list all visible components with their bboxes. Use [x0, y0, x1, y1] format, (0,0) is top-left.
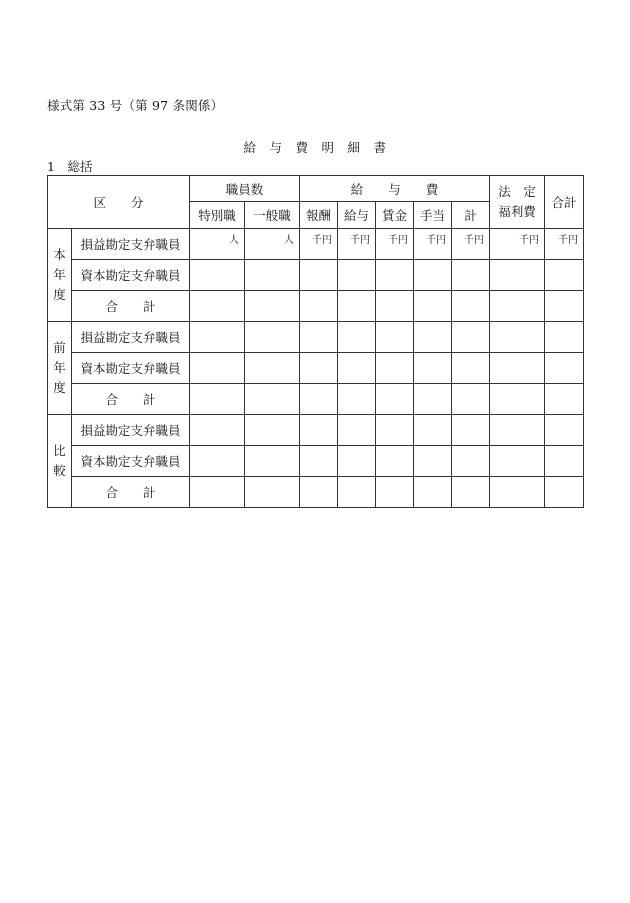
empty-cell	[245, 477, 300, 508]
empty-cell	[190, 260, 245, 291]
empty-cell	[452, 446, 490, 477]
empty-cell	[245, 260, 300, 291]
empty-cell	[190, 322, 245, 353]
empty-cell	[490, 477, 545, 508]
remuneration-header: 報酬	[300, 202, 338, 229]
empty-cell	[376, 260, 414, 291]
empty-cell	[545, 291, 584, 322]
empty-cell	[490, 291, 545, 322]
unit-label: 千円	[376, 229, 414, 260]
empty-cell	[545, 322, 584, 353]
statutory-welfare-header-line2: 福利費	[498, 204, 536, 219]
section-heading: 1 総括	[47, 159, 93, 174]
unit-label: 千円	[452, 229, 490, 260]
empty-cell	[452, 384, 490, 415]
empty-cell	[338, 415, 376, 446]
table-row	[48, 353, 584, 384]
empty-cell	[490, 384, 545, 415]
empty-cell	[245, 291, 300, 322]
unit-label: 千円	[338, 229, 376, 260]
empty-cell	[190, 384, 245, 415]
empty-cell	[300, 384, 338, 415]
table-row	[48, 229, 584, 260]
general-staff-header: 一般職	[245, 202, 300, 229]
table-row	[48, 291, 584, 322]
allowance-header: 手当	[414, 202, 452, 229]
form-number: 様式第 33 号（第 97 条関係）	[47, 98, 224, 113]
empty-cell	[490, 415, 545, 446]
row-label: 損益勘定支弁職員	[72, 229, 190, 260]
empty-cell	[376, 477, 414, 508]
empty-cell	[190, 353, 245, 384]
empty-cell	[414, 415, 452, 446]
period-label-char: 年	[53, 360, 66, 375]
empty-cell	[190, 415, 245, 446]
empty-cell	[376, 384, 414, 415]
empty-cell	[452, 291, 490, 322]
table-row	[48, 384, 584, 415]
period-label-char: 前	[53, 340, 66, 355]
special-staff-header: 特別職	[190, 202, 245, 229]
empty-cell	[245, 384, 300, 415]
empty-cell	[245, 415, 300, 446]
empty-cell	[545, 477, 584, 508]
empty-cell	[376, 446, 414, 477]
empty-cell	[490, 353, 545, 384]
empty-cell	[545, 446, 584, 477]
salary-header: 給与	[338, 202, 376, 229]
row-label: 合 計	[72, 477, 190, 508]
empty-cell	[414, 353, 452, 384]
empty-cell	[490, 322, 545, 353]
empty-cell	[452, 353, 490, 384]
row-label: 合 計	[72, 384, 190, 415]
row-label: 損益勘定支弁職員	[72, 415, 190, 446]
header-row-1	[48, 176, 584, 202]
empty-cell	[190, 291, 245, 322]
empty-cell	[190, 477, 245, 508]
empty-cell	[190, 446, 245, 477]
salary-summary-table	[47, 175, 584, 508]
empty-cell	[376, 353, 414, 384]
empty-cell	[545, 353, 584, 384]
unit-label: 千円	[414, 229, 452, 260]
grand-total-header: 合計	[545, 176, 584, 229]
table-row	[48, 260, 584, 291]
empty-cell	[545, 260, 584, 291]
empty-cell	[376, 322, 414, 353]
empty-cell	[300, 415, 338, 446]
period-label-char: 度	[53, 287, 66, 302]
empty-cell	[452, 260, 490, 291]
statutory-welfare-header	[490, 176, 545, 229]
empty-cell	[414, 322, 452, 353]
empty-cell	[545, 384, 584, 415]
empty-cell	[452, 322, 490, 353]
empty-cell	[376, 291, 414, 322]
period-label-comparison	[48, 415, 72, 508]
unit-label: 人	[245, 229, 300, 260]
table-row	[48, 446, 584, 477]
period-label-previous-year	[48, 322, 72, 415]
row-label: 資本勘定支弁職員	[72, 353, 190, 384]
period-label-char: 本	[53, 247, 66, 262]
staff-count-header: 職員数	[190, 176, 300, 202]
period-label-current-year	[48, 229, 72, 322]
period-label-char: 比	[53, 443, 66, 458]
empty-cell	[452, 477, 490, 508]
unit-label: 人	[190, 229, 245, 260]
empty-cell	[376, 415, 414, 446]
empty-cell	[245, 446, 300, 477]
period-label-char: 較	[53, 463, 66, 478]
empty-cell	[300, 322, 338, 353]
empty-cell	[452, 415, 490, 446]
empty-cell	[414, 477, 452, 508]
row-label: 資本勘定支弁職員	[72, 260, 190, 291]
empty-cell	[300, 446, 338, 477]
table-row	[48, 322, 584, 353]
row-label: 資本勘定支弁職員	[72, 446, 190, 477]
unit-label: 千円	[545, 229, 584, 260]
empty-cell	[300, 291, 338, 322]
empty-cell	[245, 353, 300, 384]
empty-cell	[338, 446, 376, 477]
table-row	[48, 477, 584, 508]
period-label-char: 度	[53, 380, 66, 395]
empty-cell	[414, 291, 452, 322]
empty-cell	[545, 415, 584, 446]
empty-cell	[414, 446, 452, 477]
empty-cell	[245, 322, 300, 353]
empty-cell	[338, 353, 376, 384]
period-label-char: 年	[53, 267, 66, 282]
empty-cell	[338, 291, 376, 322]
empty-cell	[338, 384, 376, 415]
document-title: 給 与 費 明 細 書	[243, 140, 387, 155]
row-label: 損益勘定支弁職員	[72, 322, 190, 353]
empty-cell	[300, 260, 338, 291]
empty-cell	[338, 260, 376, 291]
category-header: 区 分	[48, 176, 190, 229]
salary-cost-header: 給 与 費	[300, 176, 490, 202]
empty-cell	[300, 477, 338, 508]
table-row	[48, 415, 584, 446]
row-label: 合 計	[72, 291, 190, 322]
empty-cell	[338, 477, 376, 508]
empty-cell	[490, 260, 545, 291]
empty-cell	[414, 260, 452, 291]
empty-cell	[490, 446, 545, 477]
wages-header: 賃金	[376, 202, 414, 229]
empty-cell	[300, 353, 338, 384]
statutory-welfare-header-line1: 法 定	[498, 184, 536, 199]
unit-label: 千円	[490, 229, 545, 260]
subtotal-header: 計	[452, 202, 490, 229]
empty-cell	[338, 322, 376, 353]
unit-label: 千円	[300, 229, 338, 260]
empty-cell	[414, 384, 452, 415]
